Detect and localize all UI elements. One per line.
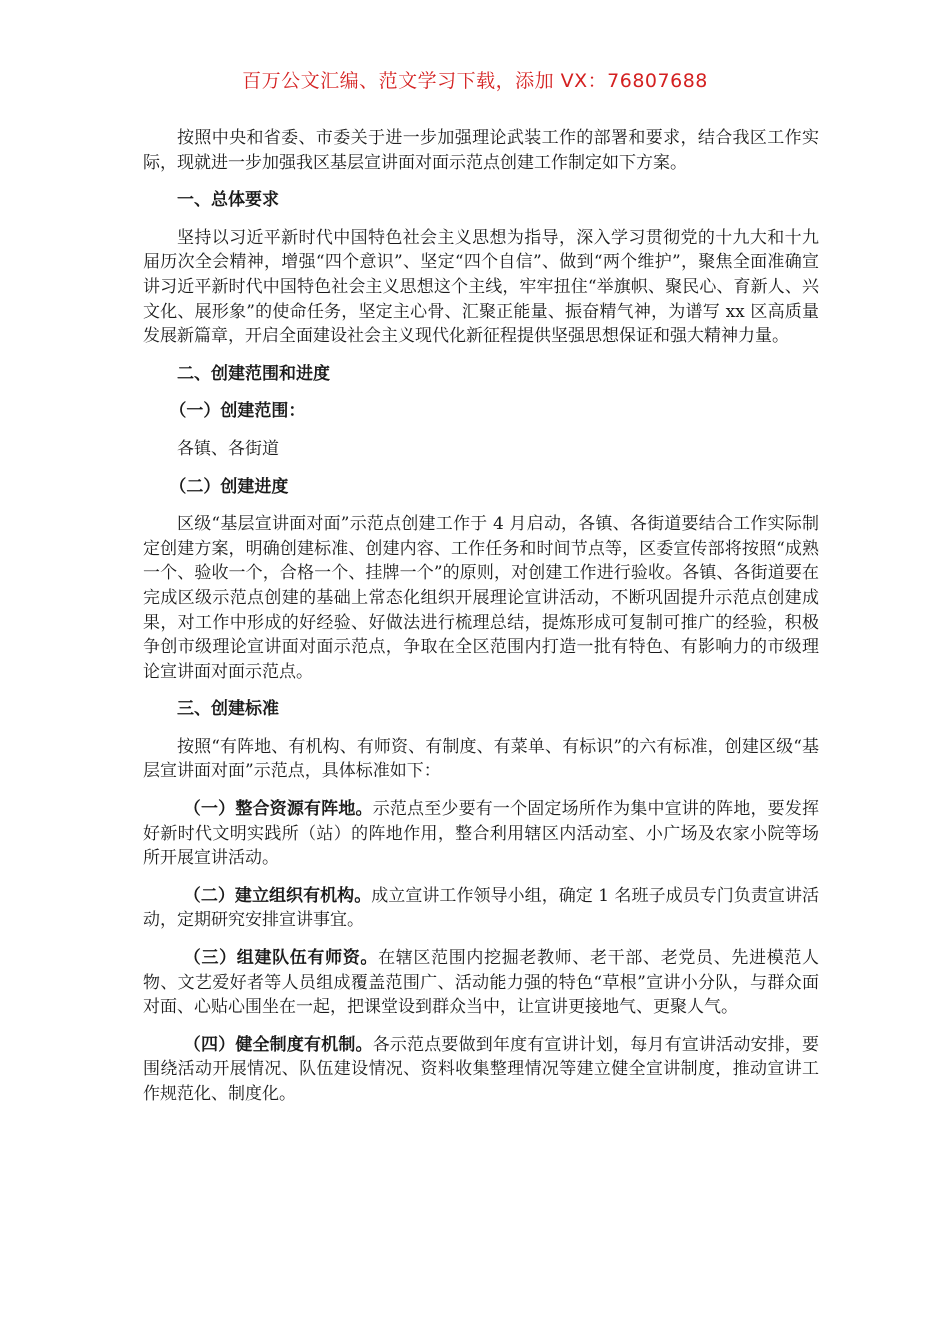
standard-item-1-lead: （一）整合资源有阵地。 [183, 799, 373, 820]
section-1-body: 坚持以习近平新时代中国特色社会主义思想为指导，深入学习贯彻党的十九大和十九届历次全会精神，增强“四个意识”、坚定“四个自信”、做到“两个维护”，聚焦全面准确宣讲习近平新时代中国特色社会主义思想这个主线，牢牢扭住“举旗帜、聚民心、育新人、兴文化、展形象”的使命任务，坚定主心骨、汇聚正能量、振奋精气神，为谱写 xx 区高质量发展新篇章，开启全面建设社会主义现代化新征程提供坚强思想保证和强大精神力量。 [143, 227, 819, 347]
standard-item-4-body: 各示范点要做到年度有宣讲计划，每月有宣讲活动安排，要围绕活动开展情况、队伍建设情况、资料收集整理情况等建立健全宣讲制度，推动宣讲工作规范化、制度化。 [143, 1034, 820, 1104]
section-1-title: 一、总体要求 [177, 190, 279, 211]
section-3-intro: 按照“有阵地、有机构、有师资、有制度、有菜单、有标识”的六有标准，创建区级“基层宣讲面对面”示范点，具体标准如下： [143, 736, 819, 782]
intro-paragraph: 按照中央和省委、市委关于进一步加强理论武装工作的部署和要求，结合我区工作实际，现就进一步加强我区基层宣讲面对面示范点创建工作制定如下方案。 [143, 128, 819, 173]
section-2-title: 二、创建范围和进度 [177, 363, 330, 384]
standard-item-2-lead: （二）建立组织有机构。 [183, 885, 372, 906]
section-2-sub-2-body: 区级“基层宣讲面对面”示范点创建工作于 4 月启动，各镇、各街道要结合工作实际制定创建方案，明确创建标准、创建内容、工作任务和时间节点等，区委宣传部将按照“成熟一个、验收一个，合格一个、挂牌一个”的原则，对创建工作进行验收。各镇、各街道要在完成区级示范点创建的基础上常态化组织开展理论宣讲活动，不断巩固提升示范点创建成果，对工作中形成的好经验、好做法进行梳理总结，提炼形成可复制可推广的经验，积极争创市级理论宣讲面对面示范点，争取在全区范围内打造一批有特色、有影响力的市级理论宣讲面对面示范点。 [143, 514, 819, 682]
section-2-sub-1-title: （一）创建范围： [169, 401, 306, 422]
header-banner: 百万公文汇编、范文学习下载，添加 VX：76807688 [242, 70, 708, 92]
standard-item-3 [143, 946, 819, 1020]
standard-item-3-lead: （三）组建队伍有师资。 [183, 948, 379, 969]
standard-item-2 [143, 884, 819, 933]
document-body [143, 126, 819, 1120]
standard-item-1-body: 示范点至少要有一个固定场所作为集中宣讲的阵地，要发挥好新时代文明实践所（站）的阵地作用，整合利用辖区内活动室、小广场及农家小院等场所开展宣讲活动。 [143, 799, 820, 869]
section-2-sub-1-body: 各镇、各街道 [177, 438, 279, 459]
section-3-title: 三、创建标准 [177, 699, 279, 720]
standard-item-1 [143, 797, 819, 871]
section-2-sub-2-title: （二）创建进度 [169, 476, 289, 497]
standard-item-4-lead: （四）健全制度有机制。 [183, 1034, 373, 1055]
standard-item-4 [143, 1033, 819, 1107]
standard-item-3-body: 在辖区范围内挖掘老教师、老干部、老党员、先进模范人物、文艺爱好者等人员组成覆盖范围广、活动能力强的特色“草根”宣讲小分队，与群众面对面、心贴心围坐在一起，把课堂设到群众当中，让宣讲更接地气、更聚人气。 [143, 948, 820, 1018]
standard-item-2-body: 成立宣讲工作领导小组，确定 1 名班子成员专门负责宣讲活动，定期研究安排宣讲事宜。 [143, 885, 819, 931]
